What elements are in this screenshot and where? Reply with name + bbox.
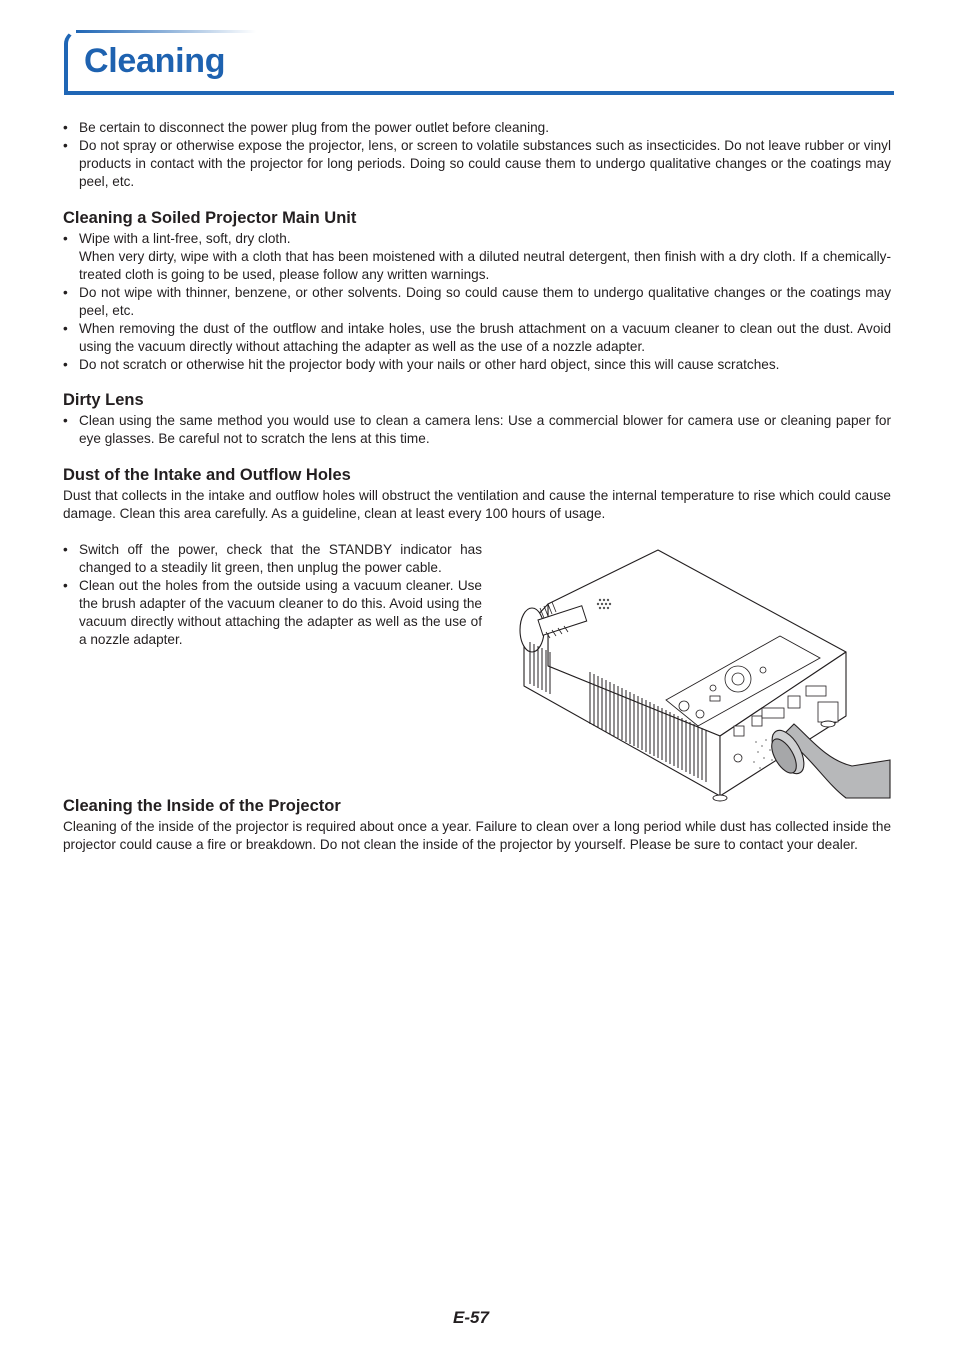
list-item: • Clean out the holes from the outside using a vacuum cleaner. Use the brush adapter of the vacuum cleaner to do this. Avoid using the vacuum directly without attaching the adapter as well as the use of a nozzle adapter. [63,577,482,649]
section-heading-inside: Cleaning the Inside of the Projector [63,797,341,815]
holes-paragraph: Dust that collects in the intake and outflow holes will obstruct the ventilation and cause the internal temperature to rise which could cause damage. Clean this area carefully. As a guideline, clean at least every 100 hours of usage. [63,488,891,521]
list-item: • When removing the dust of the outflow and intake holes, use the brush attachment on a vacuum cleaner to clean out the dust. Avoid using the vacuum directly without attaching the adapter as well as the use of a nozzle adapter. [63,320,891,356]
list-item: • Do not spray or otherwise expose the projector, lens, or screen to volatile substances such as insecticides. Do not leave rubber or vinyl products in contact with the projector for long periods. Doing so could cause them to undergo qualitative changes or the coatings may peel, etc. [63,137,891,191]
inside-paragraph: Cleaning of the inside of the projector is required about once a year. Failure to clean over a long period while dust has collected inside the projector could cause a fire or breakdown. Do not clean the inside of the projector by yourself. Please be sure to contact your dealer. [63,819,891,852]
holes-steps [63,541,482,649]
lens-list [63,412,891,448]
projector-vacuum-illustration [508,546,894,808]
lens-section [63,412,891,448]
list-item: • Switch off the power, check that the STANDBY indicator has changed to a steadily lit green, then unplug the power cable. [63,541,482,577]
holes-list [63,541,482,649]
page-title: Cleaning [84,42,226,80]
list-item: • Do not wipe with thinner, benzene, or other solvents. Doing so could cause them to undergo qualitative changes or the coatings may peel, etc. [63,284,891,320]
section-heading-lens: Dirty Lens [63,391,144,409]
list-item [63,230,891,284]
title-top-accent [76,30,256,33]
list-item-line: • Wipe with a lint-free, soft, dry cloth. [79,231,291,246]
intro-section [63,119,891,191]
section-heading-main-unit: Cleaning a Soiled Projector Main Unit [63,209,357,227]
vacuum-hose-icon [766,724,890,798]
main-unit-list [63,230,891,374]
page-number: E-57 [453,1308,489,1327]
list-item: • Do not scratch or otherwise hit the projector body with your nails or other hard object, since this will cause scratches. [63,356,891,374]
section-heading-holes: Dust of the Intake and Outflow Holes [63,466,351,484]
intro-list [63,119,891,191]
main-unit-section [63,230,891,374]
list-item-line: When very dirty, wipe with a cloth that has been moistened with a diluted neutral detergent, then finish with a dry cloth. If a chemically-treated cloth is going to be used, please follow any written warnings. [79,249,891,282]
list-item: • Be certain to disconnect the power plug from the power outlet before cleaning. [63,119,891,137]
list-item: • Clean using the same method you would use to clean a camera lens: Use a commercial blower for camera use or cleaning paper for eye glasses. Be careful not to scratch the lens at this time. [63,412,891,448]
